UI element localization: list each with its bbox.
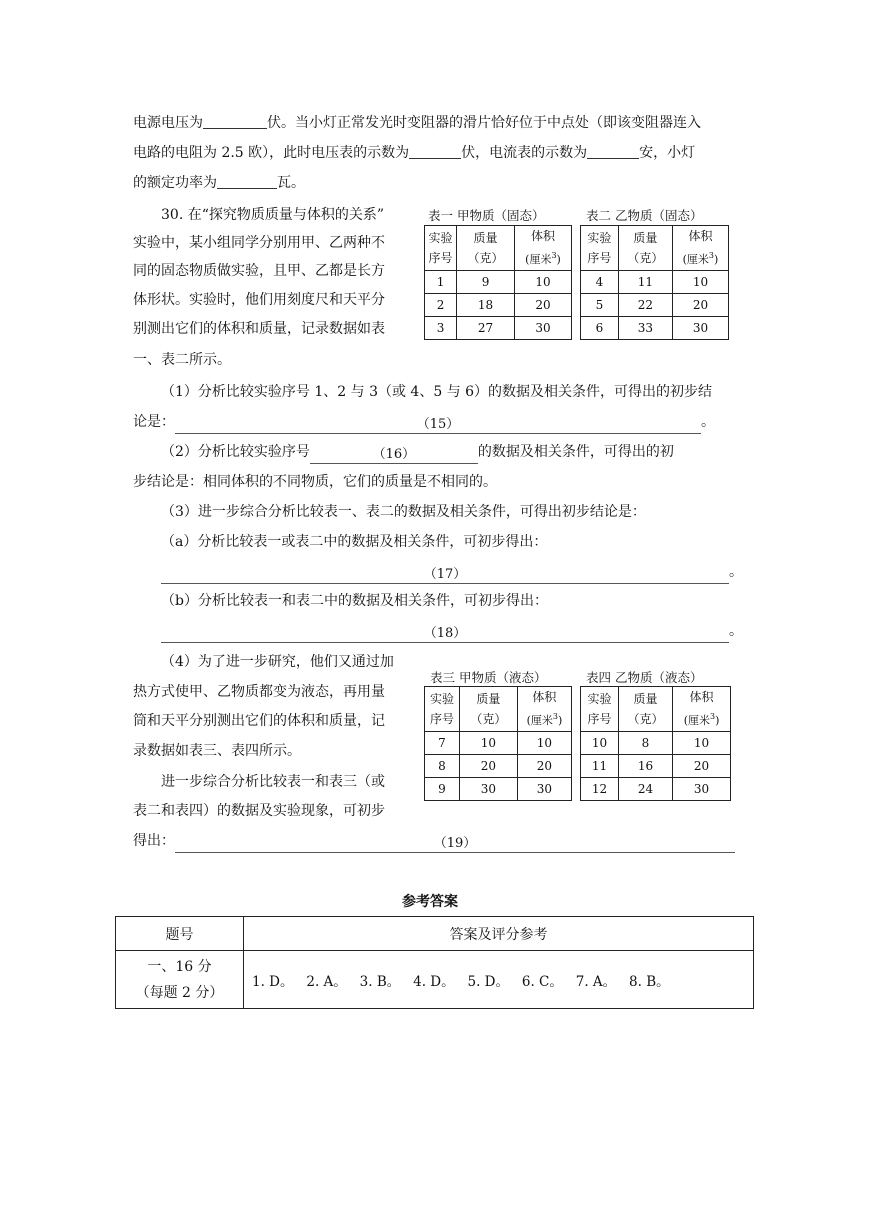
- answers-col-header-number: 题号: [116, 917, 244, 951]
- table-3: [424, 686, 572, 801]
- header-volume: 体积 (厘米$^3$): [672, 226, 728, 271]
- text-segment: 得出：: [133, 833, 175, 849]
- table-1-caption: 表一 甲物质（固态）: [428, 208, 545, 223]
- text-line: [133, 174, 305, 192]
- table-row: 1 9 10: [425, 271, 572, 294]
- text-segment: 的数据及相关条件，可得出的初: [477, 444, 674, 460]
- header-mass: 质量 （克）: [459, 687, 517, 732]
- subq-3b-answer-line: [161, 622, 743, 643]
- question-30-line: 30. 在“探究物质质量与体积的关系”: [161, 207, 385, 223]
- table-1: [424, 225, 572, 340]
- answers-row-content: 1. D。 2. A。 3. B。 4. D。 5. D。 6. C。 7. A。 8. B。: [244, 951, 754, 1009]
- text-segment: 安，小灯: [639, 145, 696, 161]
- text-segment: 电路的电阻为 2.5 欧），此时电压表的示数为: [133, 145, 410, 161]
- header-volume: 体积 (厘米$^3$): [517, 687, 571, 732]
- answer-blank[interactable]: [409, 144, 461, 159]
- table-row: 11 16 20: [581, 755, 731, 778]
- header-mass: 质量 （克）: [457, 226, 515, 271]
- text-segment: 伏。当小灯正常发光时变阻器的滑片恰好位于中点处（即该变阻器连入: [267, 115, 701, 131]
- subq-3a-answer-line: [161, 563, 743, 584]
- answer-blank[interactable]: [203, 114, 267, 129]
- header-seq: 实验 序号: [425, 226, 457, 271]
- header-seq: 实验 序号: [425, 687, 460, 732]
- question-30-line: 实验中，某小组同学分别用甲、乙两种不: [133, 235, 385, 251]
- answers-table: [115, 916, 754, 1009]
- subq-4-line: 进一步综合分析比较表一和表三（或: [161, 774, 385, 790]
- answer-blank-16[interactable]: （16）: [310, 447, 478, 464]
- table-3-caption: 表三 甲物质（液态）: [430, 670, 547, 685]
- subq-3b-line: （b）分析比较表一和表二中的数据及相关条件，可初步得出：: [161, 593, 548, 609]
- answer-blank-17[interactable]: （17）: [161, 567, 729, 584]
- text-segment: 伏，电流表的示数为: [461, 145, 588, 161]
- subq-4-line: 录数据如表三、表四所示。: [133, 743, 301, 759]
- subq-4-line: 热方式使甲、乙物质都变为液态，再用量: [133, 684, 385, 700]
- text-segment: 。: [729, 623, 743, 639]
- table-row: 12 24 30: [581, 778, 731, 801]
- table-row: 7 10 10: [425, 732, 572, 755]
- text-line: [133, 144, 695, 162]
- header-volume: 体积 (厘米$^3$): [673, 687, 731, 732]
- question-30-line: 同的固态物质做实验，且甲、乙都是长方: [133, 263, 385, 279]
- header-mass: 质量 （克）: [618, 226, 672, 271]
- text-segment: 论是：: [133, 414, 175, 430]
- question-30-line: 别测出它们的体积和质量，记录数据如表: [133, 321, 385, 337]
- subq-4-line: 表二和表四）的数据及实验现象，可初步: [133, 803, 385, 819]
- table-2: [580, 225, 729, 340]
- subq-4-answer-line: [133, 832, 735, 853]
- subq-1-line: （1）分析比较实验序号 1、2 与 3（或 4、5 与 6）的数据及相关条件，可得出的初步结: [161, 384, 713, 400]
- text-segment: 。: [729, 564, 743, 580]
- answers-row: [116, 951, 754, 1009]
- table-row: 5 22 20: [581, 294, 729, 317]
- table-2-caption: 表二 乙物质（固态）: [586, 208, 703, 223]
- table-4: [580, 686, 731, 801]
- table-row: 9 30 30: [425, 778, 572, 801]
- subq-2-line: [161, 443, 674, 464]
- subq-3a-line: （a）分析比较表一或表二中的数据及相关条件，可初步得出：: [161, 534, 548, 550]
- header-seq: 实验 序号: [581, 226, 619, 271]
- subq-3-line: （3）进一步综合分析比较表一、表二的数据及相关条件，可得出初步结论是：: [161, 504, 646, 520]
- table-row: 10 8 10: [581, 732, 731, 755]
- table-row: 2 18 20: [425, 294, 572, 317]
- text-segment: 瓦。: [277, 175, 305, 191]
- text-segment: 。: [701, 414, 715, 430]
- table-row: 4 11 10: [581, 271, 729, 294]
- answer-blank-19[interactable]: （19）: [175, 836, 735, 853]
- answer-blank[interactable]: [217, 174, 277, 189]
- table-row: 6 33 30: [581, 317, 729, 340]
- header-seq: 实验 序号: [581, 687, 619, 732]
- text-segment: （2）分析比较实验序号: [161, 444, 310, 460]
- question-30-line: 体形状。实验时，他们用刻度尺和天平分: [133, 292, 385, 308]
- subq-2-line: 步结论是：相同体积的不同物质，它们的质量是不相同的。: [133, 474, 497, 490]
- text-line: [133, 114, 701, 132]
- answer-blank[interactable]: [587, 144, 639, 159]
- header-volume: 体积 (厘米$^3$): [515, 226, 572, 271]
- answers-row-label: 一、16 分 （每题 2 分）: [116, 951, 244, 1009]
- answers-col-header-content: 答案及评分参考: [244, 917, 754, 951]
- answers-title: 参考答案: [402, 894, 458, 910]
- header-mass: 质量 （克）: [618, 687, 672, 732]
- table-row: 3 27 30: [425, 317, 572, 340]
- answer-blank-18[interactable]: （18）: [161, 626, 729, 643]
- text-segment: 的额定功率为: [133, 175, 217, 191]
- question-30-line: 一、表二所示。: [133, 352, 231, 368]
- text-segment: 电源电压为: [133, 115, 203, 131]
- subq-1-answer-line: [133, 413, 715, 434]
- table-4-caption: 表四 乙物质（液态）: [586, 670, 703, 685]
- subq-4-line: （4）为了进一步研究，他们又通过加: [161, 654, 394, 670]
- subq-4-line: 筒和天平分别测出它们的体积和质量，记: [133, 713, 385, 729]
- table-row: 8 20 20: [425, 755, 572, 778]
- answer-blank-15[interactable]: （15）: [175, 417, 701, 434]
